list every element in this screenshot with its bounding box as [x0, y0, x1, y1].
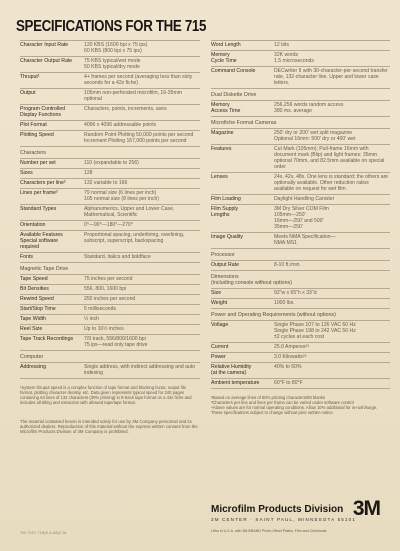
division-footer	[211, 497, 390, 533]
spec-value: 0°—90°—180°—270°	[84, 222, 133, 229]
spec-value: Characters, points, increments, axes	[84, 106, 167, 113]
spec-value: Proportional spacing, underlining, overlining, subscript, superscript, backspacing	[84, 232, 185, 245]
spec-label: Relative Humidity (at the camera)	[211, 364, 252, 377]
spec-row	[20, 315, 200, 325]
spec-value: 75 KBS typical/wet mode 50 KBS typical/dry mode	[84, 58, 141, 71]
spec-label: Size	[211, 290, 222, 297]
spec-row	[20, 159, 200, 169]
spec-row	[211, 233, 390, 249]
spec-value: 132 variable to 166	[84, 180, 128, 187]
spec-label: Ambient temperature	[211, 380, 260, 387]
spec-value: 128	[84, 170, 93, 177]
division-address: 3M CENTER · SAINT PAUL, MINNESOTA 55101	[211, 517, 357, 522]
spec-label: Film Supply Lengths	[211, 206, 239, 219]
spec-value: Single address, with indirect addressing and auto indexing	[84, 364, 195, 377]
spec-value: Alphanumerics, Upper and Lower Case, Mathematical, Scientific	[84, 206, 175, 219]
spec-label: Plotting Speed	[20, 132, 54, 139]
spec-value: DECwriter II with 30-character-per-second transfer rate, 132-character line. Upper and lower case letters.	[274, 68, 388, 87]
spec-label: Tape Speed	[20, 276, 48, 283]
spec-label: Lines per frame²	[20, 190, 58, 197]
spec-row	[20, 363, 200, 379]
spec-value: 105mm non-perforated microfilm, 16-35mm optional	[84, 90, 182, 103]
spec-label: Tape Width	[20, 316, 46, 323]
spec-label: Rewind Speed	[20, 296, 54, 303]
spec-value: 75 inches per second	[84, 276, 133, 283]
spec-value: Daylight Handling Canister	[274, 196, 335, 203]
section-heading: Computer	[20, 351, 200, 363]
spec-value: Cut Mark (105mm); Pull-frame 16mm with document mark (Blip) and light frames: 35mm optional 70mm, and 82.5mm available on special order	[274, 146, 385, 171]
spec-row	[211, 67, 390, 89]
section-heading: Microfiche Format Cameras	[211, 117, 390, 129]
spec-value: 24x, 42x, 48x. One lens is standard; the others are optionally available. Other reduction ratios available on request for wet film.	[274, 174, 389, 193]
spec-row	[211, 289, 390, 299]
spec-row	[211, 195, 390, 205]
spec-label: Available Features Special software required	[20, 232, 63, 251]
spec-row	[20, 305, 200, 315]
spec-row	[20, 121, 200, 131]
spec-label: Character Output Rate	[20, 58, 73, 65]
spec-label: Film Loading	[211, 196, 241, 203]
spec-label: Memory Access Time	[211, 102, 241, 115]
spec-value: 1000 lbs.	[274, 300, 295, 307]
spec-label: Word Length	[211, 42, 241, 49]
spec-row	[20, 205, 200, 221]
spec-label: Image Quality	[211, 234, 244, 241]
section-heading: Characters	[20, 147, 200, 159]
3m-logo: 3M	[352, 497, 380, 520]
left-spec-list	[20, 41, 200, 379]
spec-value: 3.0 Kilowatts²³	[274, 354, 307, 361]
spec-row	[211, 321, 390, 343]
spec-row	[20, 179, 200, 189]
spec-label: Orientation	[20, 222, 46, 229]
spec-label: Command Console	[211, 68, 256, 75]
spec-value: 12 bits	[274, 42, 290, 49]
thruput-footnote: ¹System thruput speed is a complex function of tape format and blocking factor, output file format, plotting character density, etc. Data given represents typical speed for 240 pages containing 64 lines of 132 characters (30% printing) in 9-track tape format on a 42x fiche and includes all titling and extraction with allowed tape/tape format.	[20, 384, 192, 405]
spec-label: Features	[211, 146, 232, 153]
section-heading: Dimensions (including console without options)	[211, 271, 390, 289]
spec-row	[211, 205, 390, 233]
copyright-note: The material contained herein is intended solely for use by 3M Company personnel and its authorized dealers. Reproduction of this material without the express written consent from the Microfilm Products Division of 3M Company is prohibited.	[20, 418, 198, 435]
spec-row	[20, 41, 200, 57]
spec-label: Program Controlled Display Functions	[20, 106, 65, 119]
spec-label: Sizes	[20, 170, 33, 177]
spec-row	[211, 343, 390, 353]
spec-row	[211, 129, 390, 145]
power-footnotes: ²Based on average lines of 80% printing characters/80 blanks ³Characters per line and lines per frame can be varied under software control ⁴Above values are for normal operating conditions. Allow 10% additional for in-rush/surge. These specifications subject to change without prior written notice.	[211, 394, 378, 415]
spec-value: 3M Dry Silver COM Film 105mm—250' 16mm—250' and 500' 35mm—250'	[274, 206, 329, 231]
spec-row	[20, 73, 200, 89]
spec-value: 7/9 track, 556/800/1600 bpi 75 ips—read only tape drive	[84, 336, 148, 349]
litho-note: Litho in U.S.A. with 3M BRAND Photo Offset Plates, Film and Chemicals	[211, 529, 327, 533]
spec-label: Character Input Rate	[20, 42, 69, 49]
spec-row	[20, 325, 200, 335]
spec-value: 8-10 ft./min.	[274, 262, 301, 269]
spec-value: 5 milliseconds	[84, 306, 116, 313]
spec-row	[20, 221, 200, 231]
spec-row	[20, 285, 200, 295]
spec-row	[20, 131, 200, 147]
division-name: Microfilm Products Division	[211, 504, 344, 515]
spec-label: Number per set	[20, 160, 56, 167]
spec-label: Voltage	[211, 322, 229, 329]
spec-row	[20, 189, 200, 205]
document-code: TM-7197-715(9-4-68)C.M.	[20, 531, 68, 535]
spec-label: Weight	[211, 300, 228, 307]
spec-value: 79 normal size (6 lines per inch) 105 normal size (8 lines per inch)	[84, 190, 160, 203]
spec-label: Bit Densities	[20, 286, 49, 293]
spec-value: Single Phase 107 to 126 VAC 60 Hz Single Phase 198 to 242 VAC 50 Hz ±2 cycles at each cost	[274, 322, 356, 341]
spec-row	[20, 57, 200, 73]
spec-row	[211, 41, 390, 51]
right-spec-column	[211, 40, 390, 415]
spec-label: Current	[211, 344, 229, 351]
spec-row	[211, 353, 390, 363]
spec-value: 4096 x 4096 addressable points	[84, 122, 157, 129]
spec-value: Standard, italics and boldface	[84, 254, 151, 261]
spec-row	[211, 51, 390, 67]
right-spec-list	[211, 41, 390, 389]
spec-row	[20, 335, 200, 351]
spec-row	[20, 169, 200, 179]
section-heading: Processor	[211, 249, 390, 261]
spec-value: Up to 10½ inches	[84, 326, 124, 333]
spec-value: 250' dry or 200' wet split magazine Optional 16mm: 500' dry or 400' wet	[274, 130, 356, 143]
spec-label: Fonts	[20, 254, 33, 261]
spec-value: 256,256 words random access 380 ms. average	[274, 102, 344, 115]
spec-row	[211, 101, 390, 117]
spec-value: 92"w x 65"h x 33"d	[274, 290, 317, 297]
spec-row	[20, 275, 200, 285]
spec-label: Standard Types	[20, 206, 57, 213]
page-title: SPECIFICATIONS FOR THE 715	[16, 18, 207, 35]
spec-row	[211, 173, 390, 195]
spec-label: Tape Track Recordings	[20, 336, 74, 343]
spec-label: Addressing	[20, 364, 46, 371]
spec-value: 250 inches per second	[84, 296, 136, 303]
spec-row	[211, 379, 390, 389]
spec-label: Lenses	[211, 174, 228, 181]
section-heading: Magnetic Tape Drive	[20, 263, 200, 275]
left-spec-column	[20, 40, 200, 434]
spec-row	[211, 261, 390, 271]
section-heading: Dual Diskette Drive	[211, 89, 390, 101]
spec-label: Characters per line²	[20, 180, 66, 187]
spec-label: Output	[20, 90, 36, 97]
spec-value: ½ inch	[84, 316, 100, 323]
spec-row	[211, 145, 390, 173]
spec-value: 25.0 Amperes²³	[274, 344, 309, 351]
spec-value: 40% to 60%	[274, 364, 302, 371]
spec-row	[20, 231, 200, 253]
spec-row	[211, 299, 390, 309]
spec-value: 32K words 1.5 microseconds	[274, 52, 314, 65]
spec-label: Power	[211, 354, 226, 361]
spec-row	[20, 105, 200, 121]
spec-row	[20, 89, 200, 105]
spec-label: Start/Stop Time	[20, 306, 56, 313]
spec-row	[20, 253, 200, 263]
spec-value: 110 (expandable to 256)	[84, 160, 139, 167]
spec-label: Magazine	[211, 130, 234, 137]
spec-label: Thruput¹	[20, 74, 40, 81]
section-heading: Power and Operating Requirements (without options)	[211, 309, 390, 321]
spec-value: 4+ frames per second (averaging less than sixty seconds for a 42x fiche)	[84, 74, 193, 87]
spec-value: Random Point Plotting 50,000 points per second Increment Plotting 167,000 points per second	[84, 132, 194, 145]
spec-value: 60°F to 80°F	[274, 380, 303, 387]
spec-row	[20, 295, 200, 305]
spec-row	[211, 363, 390, 379]
spec-value: Meets NMA Specification— NMA MS1	[274, 234, 336, 247]
spec-label: Output Rate	[211, 262, 239, 269]
spec-label: Reel Size	[20, 326, 43, 333]
spec-label: Plot Format	[20, 122, 47, 129]
spec-value: 556, 800, 1600 bpi	[84, 286, 127, 293]
spec-label: Memory Cycle Time	[211, 52, 237, 65]
spec-value: 120 KBS (1600 bpi x 75 ips) 60 KBS (800 bpi x 75 ips)	[84, 42, 148, 55]
